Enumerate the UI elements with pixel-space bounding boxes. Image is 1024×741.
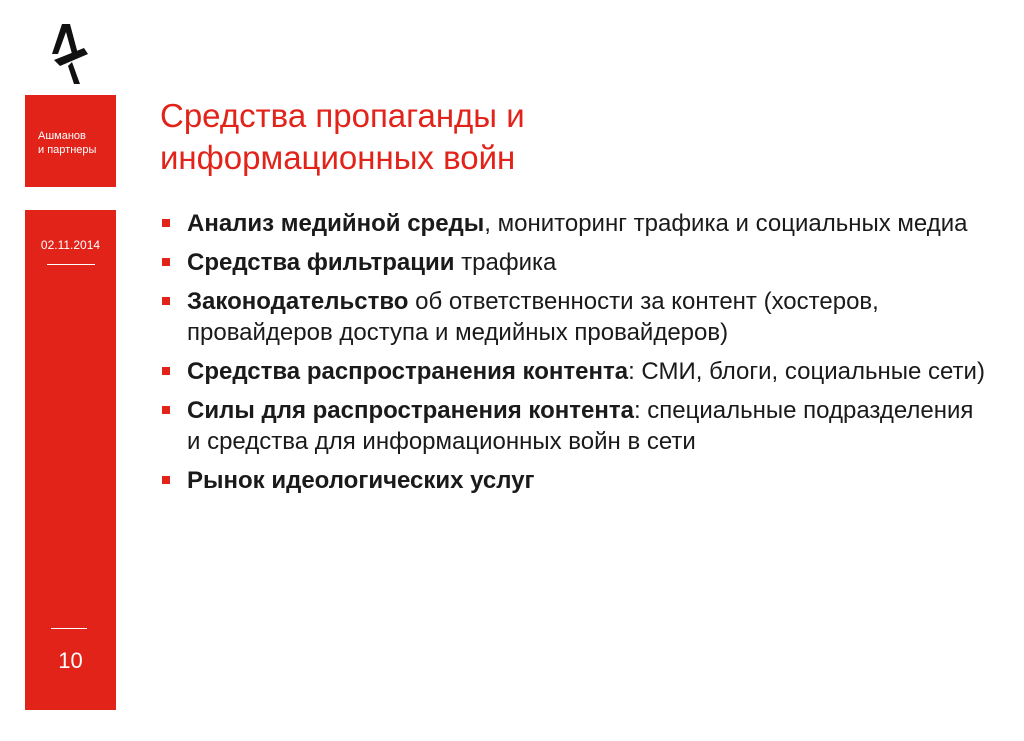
bullet-bold-text: Средства распространения контента <box>187 358 629 385</box>
bullet-list <box>160 208 990 504</box>
bullet-square-icon <box>162 367 170 375</box>
ashmanov-logo-icon <box>48 20 92 86</box>
slide-date: 02.11.2014 <box>40 238 101 252</box>
bullet-text: трафика <box>454 249 557 276</box>
sidebar-panel <box>25 210 116 710</box>
date-divider <box>47 264 95 265</box>
slide-title-line2: информационных войн <box>160 139 516 176</box>
bullet-square-icon <box>162 476 170 484</box>
bullet-bold-text: Анализ медийной среды <box>187 210 485 237</box>
bullet-text: : СМИ, блоги, социальные сети) <box>628 358 985 385</box>
brand-name-line2: и партнеры <box>38 144 97 156</box>
slide-title <box>160 95 960 179</box>
bullet-bold-text: Силы для распространения контента <box>187 397 634 424</box>
brand-name <box>38 129 96 157</box>
slide-number: 10 <box>58 648 83 673</box>
list-item <box>160 286 990 348</box>
number-divider <box>51 628 87 629</box>
slide-title-line1: Средства пропаганды и <box>160 97 525 134</box>
bullet-square-icon <box>162 406 170 414</box>
list-item <box>160 247 990 278</box>
bullet-square-icon <box>162 297 170 305</box>
bullet-text: , мониторинг трафика и социальных медиа <box>484 210 968 237</box>
bullet-square-icon <box>162 219 170 227</box>
list-item <box>160 465 990 496</box>
bullet-text: об ответственности за контент (хостеров, провайдеров доступа и медийных провайдеров) <box>187 288 879 346</box>
bullet-bold-text: Рынок идеологических услуг <box>187 467 535 494</box>
list-item <box>160 208 990 239</box>
bullet-square-icon <box>162 258 170 266</box>
list-item <box>160 395 990 457</box>
brand-name-line1: Ашманов <box>38 130 86 142</box>
bullet-bold-text: Средства фильтрации <box>187 249 455 276</box>
bullet-bold-text: Законодательство <box>187 288 409 315</box>
brand-block <box>25 95 116 187</box>
bullet-text: : специальные подразделения и средства для информационных войн в сети <box>187 397 974 455</box>
list-item <box>160 356 990 387</box>
